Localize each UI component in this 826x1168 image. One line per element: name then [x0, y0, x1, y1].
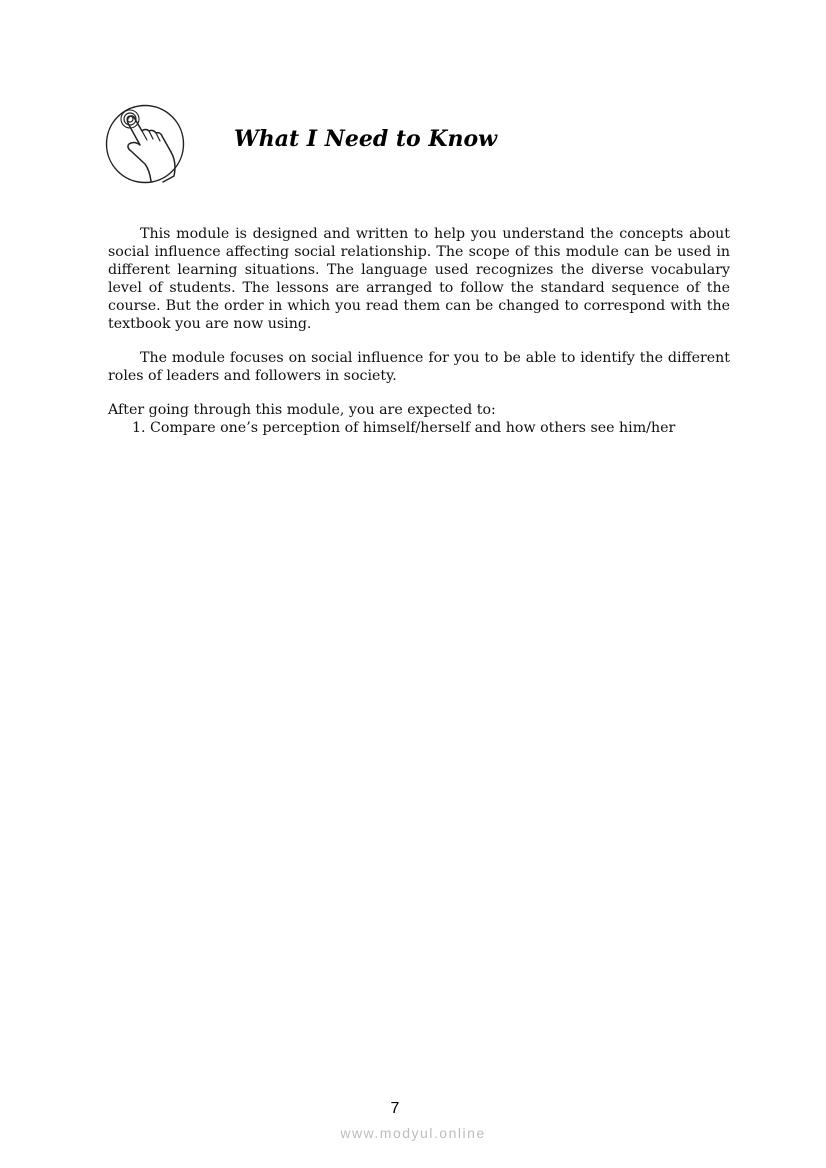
paragraph-focus: The module focuses on social influence for you to be able to identify the different roles of leaders and followers in society.	[108, 350, 730, 384]
page-number: 7	[390, 1100, 400, 1117]
pointing-hand-icon	[105, 104, 185, 184]
objectives-intro: After going through this module, you are expected to:	[108, 402, 496, 418]
paragraph-scope: This module is designed and written to help you understand the concepts about social influence affecting social relationship. The scope of this module can be used in different learning situations. The language used recognizes the diverse vocabulary level of students. The lessons are arranged to follow the standard sequence of the course. But the order in which you read them can be changed to correspond with the textbook you are now using.	[108, 226, 730, 332]
objectives-list	[108, 419, 730, 437]
section-title: What I Need to Know	[234, 126, 498, 152]
watermark: www.modyul.online	[340, 1125, 486, 1141]
module-body	[108, 225, 730, 437]
objective-item: 1. Compare one’s perception of himself/herself and how others see him/her	[132, 420, 676, 436]
